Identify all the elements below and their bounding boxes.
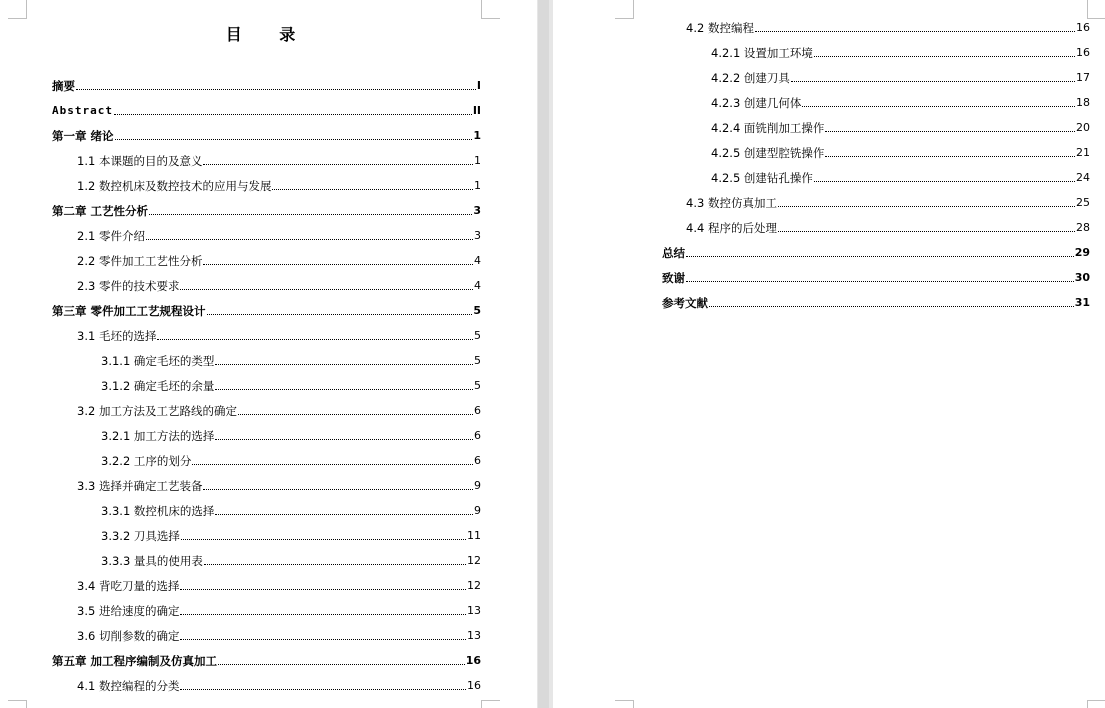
page-corner-mark (8, 0, 27, 19)
toc-entry-page-number: 9 (474, 479, 481, 492)
toc-leader-dots (709, 306, 1074, 307)
toc-entry[interactable] (77, 678, 481, 694)
page-corner-mark (481, 0, 500, 19)
toc-entry[interactable] (662, 295, 1090, 311)
toc-entry-label: 参考文献 (662, 296, 708, 310)
toc-leader-dots (146, 239, 473, 240)
toc-leader-dots (76, 89, 476, 90)
toc-entry-label: 4.2 数控编程 (686, 21, 754, 35)
toc-leader-dots (215, 439, 473, 440)
toc-entry[interactable] (101, 528, 481, 544)
toc-entry-label: 4.2.5 创建钻孔操作 (711, 171, 813, 185)
toc-leader-dots (207, 314, 473, 315)
toc-entry-page-number: 13 (467, 629, 481, 642)
toc-entry[interactable] (77, 478, 481, 494)
toc-entry-page-number: 3 (473, 204, 481, 217)
toc-entry-label: 3.2 加工方法及工艺路线的确定 (77, 404, 237, 418)
toc-entry-page-number: 5 (473, 304, 481, 317)
toc-leader-dots (192, 464, 473, 465)
toc-entry[interactable] (77, 578, 481, 594)
toc-entry-page-number: II (472, 104, 481, 117)
toc-entry-page-number: 1 (474, 154, 481, 167)
toc-entry[interactable] (101, 378, 481, 394)
toc-entry-page-number: 21 (1076, 146, 1090, 159)
toc-entry[interactable] (77, 278, 481, 294)
toc-entry-page-number: 1 (474, 179, 481, 192)
page-corner-mark (1087, 700, 1105, 708)
toc-entry-page-number: 29 (1074, 246, 1090, 259)
toc-leader-dots (825, 131, 1075, 132)
toc-entry-label: 3.1.2 确定毛坯的余量 (101, 379, 215, 393)
toc-entry-label: 4.2.2 创建刀具 (711, 71, 790, 85)
toc-entry[interactable] (101, 428, 481, 444)
toc-leader-dots (755, 31, 1075, 32)
toc-leader-dots (180, 639, 466, 640)
toc-entry-label: 第三章 零件加工工艺规程设计 (52, 304, 206, 318)
toc-entry-page-number: 12 (467, 554, 481, 567)
toc-entry-page-number: 31 (1074, 296, 1090, 309)
toc-leader-dots (180, 289, 473, 290)
toc-entry-label: 3.3 选择并确定工艺装备 (77, 479, 203, 493)
toc-leader-dots (778, 206, 1075, 207)
toc-leader-dots (180, 589, 466, 590)
toc-entry-page-number: 4 (474, 254, 481, 267)
toc-leader-dots (203, 164, 473, 165)
toc-leader-dots (814, 56, 1075, 57)
toc-entry-page-number: 24 (1076, 171, 1090, 184)
toc-entry-page-number: 16 (1076, 46, 1090, 59)
toc-entry-page-number: 5 (474, 329, 481, 342)
toc-entry-label: Abstract (52, 104, 113, 117)
toc-entry-label: 4.4 程序的后处理 (686, 221, 777, 235)
toc-entry-page-number: 1 (473, 129, 481, 142)
toc-entry-label: 3.3.3 量具的使用表 (101, 554, 203, 568)
toc-leader-dots (180, 614, 466, 615)
toc-entry-label: 第一章 绪论 (52, 129, 114, 143)
page-gutter (537, 0, 553, 708)
toc-entry-page-number: 4 (474, 279, 481, 292)
toc-entry[interactable] (77, 628, 481, 644)
document-page-left (0, 0, 537, 708)
toc-entry-page-number: 11 (467, 529, 481, 542)
toc-entry[interactable] (52, 128, 481, 144)
toc-entry-label: 3.4 背吃刀量的选择 (77, 579, 180, 593)
toc-entry[interactable] (77, 328, 481, 344)
toc-entry-page-number: 18 (1076, 96, 1090, 109)
toc-leader-dots (203, 264, 473, 265)
toc-entry[interactable] (686, 220, 1090, 236)
toc-leader-dots (825, 156, 1075, 157)
toc-entry-label: 4.2.3 创建几何体 (711, 96, 802, 110)
toc-entry-page-number: 20 (1076, 121, 1090, 134)
toc-entry[interactable] (77, 153, 481, 169)
toc-entry-label: 2.2 零件加工工艺性分析 (77, 254, 203, 268)
toc-entry-label: 摘要 (52, 79, 75, 93)
toc-leader-dots (814, 181, 1075, 182)
toc-entry[interactable] (686, 20, 1090, 36)
toc-entry[interactable] (686, 195, 1090, 211)
toc-entry-label: 3.2.2 工序的划分 (101, 454, 192, 468)
toc-entry-page-number: 17 (1076, 71, 1090, 84)
toc-entry[interactable] (711, 45, 1090, 61)
toc-entry[interactable] (662, 270, 1090, 286)
page-corner-mark (615, 700, 634, 708)
toc-entry[interactable] (101, 553, 481, 569)
toc-entry-page-number: 6 (474, 454, 481, 467)
toc-entry[interactable] (711, 145, 1090, 161)
page-corner-mark (615, 0, 634, 19)
toc-entry[interactable] (711, 170, 1090, 186)
page-corner-mark (481, 700, 500, 708)
toc-entry-page-number: 5 (474, 379, 481, 392)
toc-entry[interactable] (77, 178, 481, 194)
toc-leader-dots (215, 514, 473, 515)
toc-entry-label: 2.1 零件介绍 (77, 229, 145, 243)
toc-entry-page-number: 13 (467, 604, 481, 617)
toc-entry[interactable] (52, 303, 481, 319)
toc-entry-page-number: 9 (474, 504, 481, 517)
toc-entry-label: 4.2.5 创建型腔铣操作 (711, 146, 825, 160)
page-corner-mark (8, 700, 27, 708)
toc-entry[interactable] (77, 403, 481, 419)
toc-leader-dots (215, 389, 473, 390)
toc-entry[interactable] (711, 70, 1090, 86)
toc-entry-page-number: 3 (474, 229, 481, 242)
toc-leader-dots (181, 539, 466, 540)
toc-entry[interactable] (711, 95, 1090, 111)
toc-entry[interactable] (77, 603, 481, 619)
toc-entry[interactable] (52, 653, 481, 669)
page-corner-mark (1087, 0, 1105, 19)
toc-leader-dots (802, 106, 1075, 107)
toc-entry-label: 3.6 切削参数的确定 (77, 629, 180, 643)
toc-leader-dots (203, 489, 473, 490)
toc-entry-label: 1.1 本课题的目的及意义 (77, 154, 203, 168)
toc-leader-dots (791, 81, 1075, 82)
toc-entry-label: 3.1 毛坯的选择 (77, 329, 157, 343)
toc-entry-label: 4.1 数控编程的分类 (77, 679, 180, 693)
toc-entry[interactable] (101, 353, 481, 369)
toc-entry-page-number: 30 (1074, 271, 1090, 284)
toc-entry[interactable] (662, 245, 1090, 261)
toc-entry[interactable] (52, 78, 481, 94)
toc-leader-dots (272, 189, 473, 190)
toc-entry-page-number: 16 (465, 654, 481, 667)
toc-entry-label: 3.1.1 确定毛坯的类型 (101, 354, 215, 368)
toc-entry-label: 总结 (662, 246, 685, 260)
toc-entry-label: 第二章 工艺性分析 (52, 204, 149, 218)
toc-entry-page-number: 12 (467, 579, 481, 592)
toc-leader-dots (215, 364, 473, 365)
toc-leader-dots (157, 339, 473, 340)
toc-entry[interactable] (101, 503, 481, 519)
toc-entry[interactable] (52, 103, 481, 119)
toc-entry[interactable] (52, 203, 481, 219)
toc-entry-label: 致谢 (662, 271, 685, 285)
toc-entry-label: 3.3.1 数控机床的选择 (101, 504, 215, 518)
toc-entry-label: 1.2 数控机床及数控技术的应用与发展 (77, 179, 272, 193)
toc-leader-dots (180, 689, 466, 690)
toc-entry-label: 4.3 数控仿真加工 (686, 196, 777, 210)
toc-leader-dots (686, 256, 1074, 257)
toc-leader-dots (686, 281, 1074, 282)
toc-entry[interactable] (711, 120, 1090, 136)
toc-entry-label: 第五章 加工程序编制及仿真加工 (52, 654, 218, 668)
toc-entry[interactable] (77, 253, 481, 269)
toc-entry-label: 3.5 进给速度的确定 (77, 604, 180, 618)
toc-entry-page-number: 16 (1076, 21, 1090, 34)
toc-leader-dots (238, 414, 473, 415)
toc-entry-label: 4.2.1 设置加工环境 (711, 46, 813, 60)
toc-entry-page-number: 6 (474, 404, 481, 417)
toc-entry[interactable] (101, 453, 481, 469)
toc-entry-label: 2.3 零件的技术要求 (77, 279, 180, 293)
toc-entry[interactable] (77, 228, 481, 244)
toc-leader-dots (114, 114, 472, 115)
toc-leader-dots (204, 564, 466, 565)
toc-entry-label: 3.3.2 刀具选择 (101, 529, 180, 543)
toc-entry-page-number: 5 (474, 354, 481, 367)
toc-entry-page-number: 6 (474, 429, 481, 442)
toc-entry-label: 3.2.1 加工方法的选择 (101, 429, 215, 443)
toc-entry-page-number: 28 (1076, 221, 1090, 234)
toc-entry-page-number: I (476, 79, 481, 92)
toc-entry-page-number: 16 (467, 679, 481, 692)
toc-title: 目 录 (225, 25, 312, 44)
toc-entry-label: 4.2.4 面铣削加工操作 (711, 121, 825, 135)
toc-entry-page-number: 25 (1076, 196, 1090, 209)
toc-leader-dots (218, 664, 465, 665)
toc-leader-dots (778, 231, 1075, 232)
toc-leader-dots (149, 214, 472, 215)
toc-leader-dots (115, 139, 473, 140)
